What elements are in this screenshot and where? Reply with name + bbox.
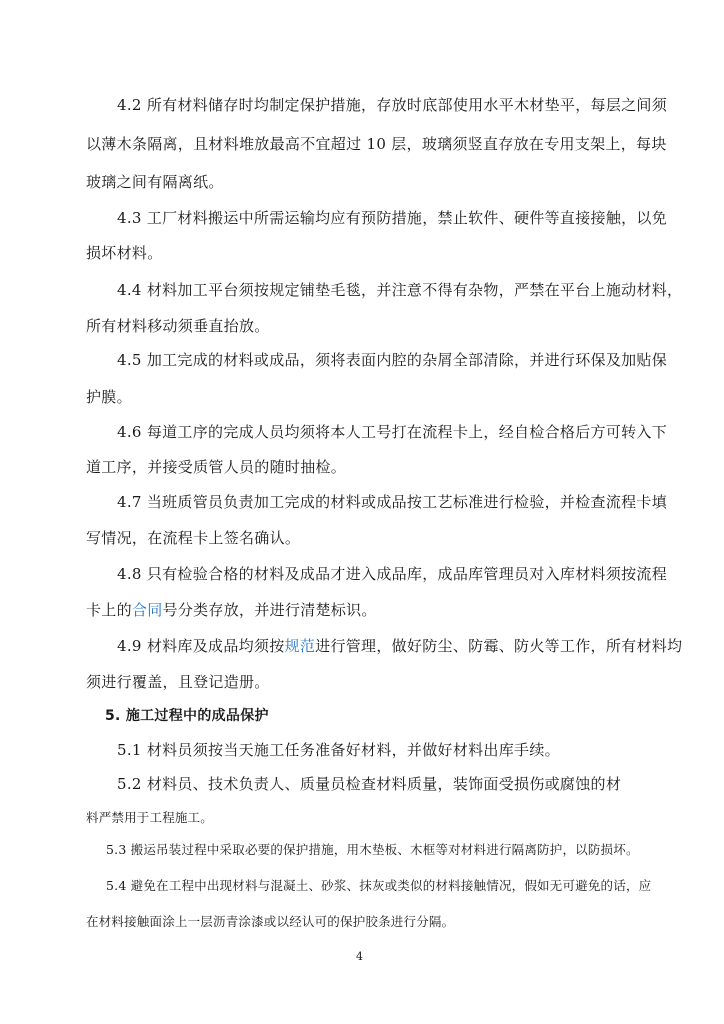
contract-link[interactable]: 合同: [131, 601, 163, 619]
para-4-9-line-2: 须进行覆盖，且登记造册。: [86, 673, 270, 691]
standard-link[interactable]: 规范: [284, 637, 316, 655]
page-number: 4: [356, 950, 363, 963]
para-5-4-line-2: 在材料接触面涂上一层沥青涂漆或以经认可的保护胶条进行分隔。: [86, 914, 455, 929]
para-4-9-text-a: 4.9 材料库及成品均须按: [117, 637, 285, 655]
para-4-3-line-1: 4.3 工厂材料搬运中所需运输均应有预防措施，禁止软件、硬件等直接接触，以免: [117, 209, 668, 227]
para-4-4-line-2: 所有材料移动须垂直抬放。: [86, 317, 270, 335]
para-4-7-line-2: 写情况，在流程卡上签名确认。: [86, 529, 301, 547]
para-4-8-line-2: [86, 600, 377, 620]
para-5-3-line-1: 5.3 搬运吊装过程中采取必要的保护措施，用木垫板、木框等对材料进行隔离防护，以防损坏。: [106, 842, 639, 857]
para-4-8-text-b: 号分类存放，并进行清楚标识。: [162, 601, 377, 619]
para-4-6-line-1: 4.6 每道工序的完成人员均须将本人工号打在流程卡上，经自检合格后方可转入下: [117, 423, 668, 441]
para-5-2-line-2: 料严禁用于工程施工。: [86, 810, 214, 825]
para-4-2-line-1: 4.2 所有材料储存时均制定保护措施，存放时底部使用水平木材垫平，每层之间须: [117, 96, 668, 114]
para-5-1-line-1: 5.1 材料员须按当天施工任务准备好材料，并做好材料出库手续。: [117, 741, 560, 759]
para-4-6-line-2: 道工序，并接受质管人员的随时抽检。: [86, 458, 347, 476]
para-5-4-line-1: 5.4 避免在工程中出现材料与混凝土、砂浆、抹灰或类似的材料接触情况，假如无可避免的话，应: [106, 878, 652, 893]
para-4-5-line-2: 护膜。: [86, 388, 132, 406]
para-4-7-line-1: 4.7 当班质管员负责加工完成的材料或成品按工艺标准进行检验，并检查流程卡填: [117, 493, 668, 511]
para-4-5-line-1: 4.5 加工完成的材料或成品，须将表面内腔的杂屑全部清除，并进行环保及加贴保: [117, 351, 668, 369]
para-5-2-line-1: 5.2 材料员、技术负责人、质量员检查材料质量，装饰面受损伤或腐蚀的材: [117, 775, 622, 793]
para-4-8-line-1: 4.8 只有检验合格的材料及成品才进入成品库，成品库管理员对入库材料须按流程: [117, 565, 668, 583]
para-4-9-text-b: 进行管理，做好防尘、防霉、防火等工作，所有材料均: [315, 637, 683, 655]
para-4-9-line-1: [117, 636, 682, 656]
para-4-2-line-3: 玻璃之间有隔离纸。: [86, 173, 224, 191]
section-5-heading: 5. 施工过程中的成品保护: [105, 708, 269, 724]
para-4-3-line-2: 损坏材料。: [86, 244, 163, 262]
para-4-8-text-a: 卡上的: [86, 601, 132, 619]
para-4-2-line-2: 以薄木条隔离，且材料堆放最高不宜超过 10 层，玻璃须竖直存放在专用支架上，每块: [86, 135, 667, 153]
para-4-4-line-1: 4.4 材料加工平台须按规定铺垫毛毯，并注意不得有杂物，严禁在平台上施动材料，: [117, 281, 683, 299]
